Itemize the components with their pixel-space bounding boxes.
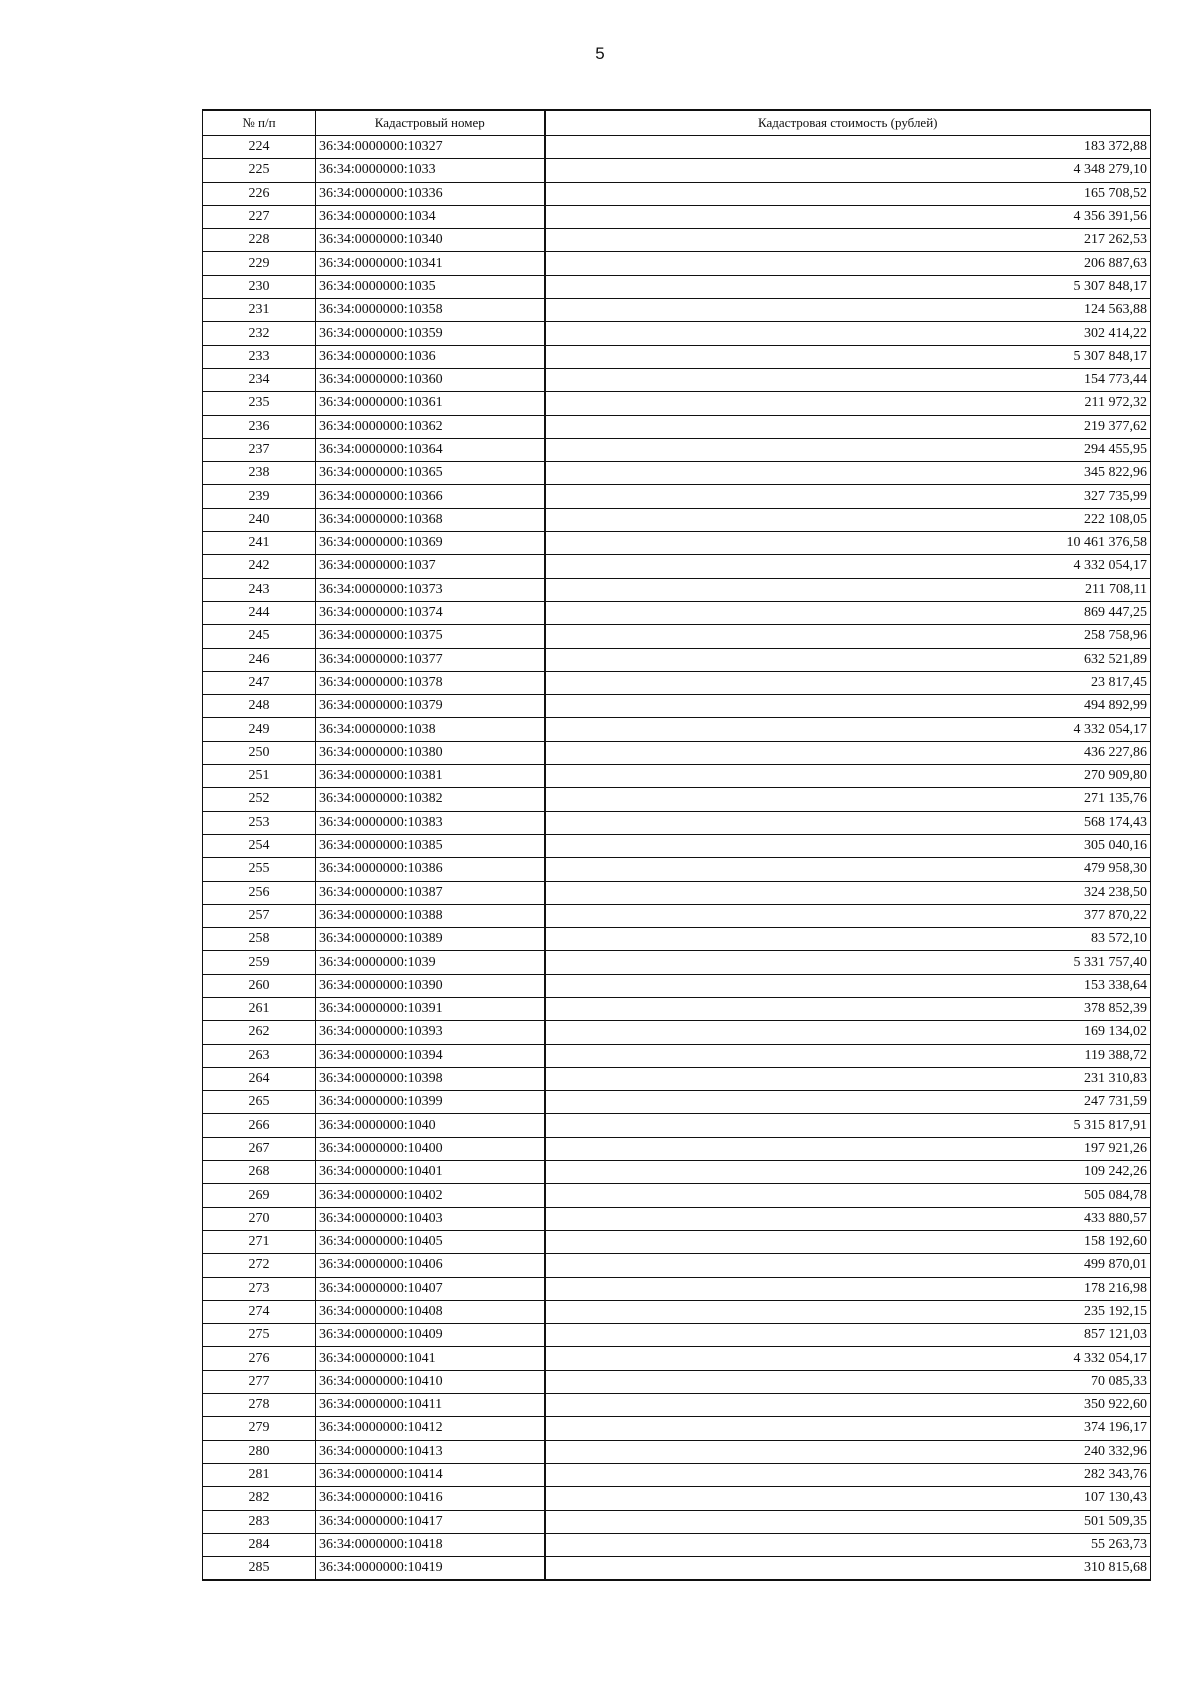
cadastral-number-cell: 36:34:0000000:10381 [316, 765, 545, 788]
cadastral-number-cell: 36:34:0000000:10414 [316, 1463, 545, 1486]
cadastral-number-cell: 36:34:0000000:10387 [316, 881, 545, 904]
cadastral-number-cell: 36:34:0000000:10411 [316, 1394, 545, 1417]
table-row [203, 1230, 1151, 1253]
row-number-cell: 267 [203, 1137, 316, 1160]
row-number-cell: 253 [203, 811, 316, 834]
cadastral-number-cell: 36:34:0000000:10358 [316, 299, 545, 322]
cadastral-number-cell: 36:34:0000000:10413 [316, 1440, 545, 1463]
row-number-cell: 246 [203, 648, 316, 671]
row-number-cell: 282 [203, 1487, 316, 1510]
cadastral-cost-cell: 211 708,11 [545, 578, 1151, 601]
row-number-cell: 283 [203, 1510, 316, 1533]
cadastral-cost-cell: 327 735,99 [545, 485, 1151, 508]
table-row [203, 1161, 1151, 1184]
row-number-cell: 278 [203, 1394, 316, 1417]
cadastral-number-cell: 36:34:0000000:1033 [316, 159, 545, 182]
cadastral-number-cell: 36:34:0000000:10362 [316, 415, 545, 438]
cadastral-number-cell: 36:34:0000000:10380 [316, 741, 545, 764]
cadastral-number-cell: 36:34:0000000:1039 [316, 951, 545, 974]
cadastral-number-cell: 36:34:0000000:10403 [316, 1207, 545, 1230]
cadastral-number-cell: 36:34:0000000:10390 [316, 974, 545, 997]
cadastral-cost-cell: 247 731,59 [545, 1091, 1151, 1114]
cadastral-cost-cell: 5 307 848,17 [545, 275, 1151, 298]
cadastral-cost-cell: 374 196,17 [545, 1417, 1151, 1440]
cadastral-cost-cell: 436 227,86 [545, 741, 1151, 764]
cadastral-number-cell: 36:34:0000000:10365 [316, 462, 545, 485]
table-row [203, 1463, 1151, 1486]
table-row [203, 182, 1151, 205]
cadastral-number-cell: 36:34:0000000:1035 [316, 275, 545, 298]
table-row [203, 904, 1151, 927]
cadastral-number-cell: 36:34:0000000:10369 [316, 532, 545, 555]
cadastral-cost-cell: 4 356 391,56 [545, 205, 1151, 228]
cadastral-cost-cell: 55 263,73 [545, 1533, 1151, 1556]
cadastral-cost-cell: 124 563,88 [545, 299, 1151, 322]
row-number-cell: 280 [203, 1440, 316, 1463]
table-row [203, 1044, 1151, 1067]
cadastral-number-cell: 36:34:0000000:10377 [316, 648, 545, 671]
cadastral-number-cell: 36:34:0000000:1041 [316, 1347, 545, 1370]
table-row [203, 951, 1151, 974]
row-number-cell: 285 [203, 1557, 316, 1581]
cadastral-cost-cell: 217 262,53 [545, 229, 1151, 252]
table-row [203, 1510, 1151, 1533]
cadastral-number-cell: 36:34:0000000:10360 [316, 368, 545, 391]
row-number-cell: 237 [203, 438, 316, 461]
table-row [203, 1300, 1151, 1323]
cadastral-number-cell: 36:34:0000000:10341 [316, 252, 545, 275]
cadastral-cost-cell: 499 870,01 [545, 1254, 1151, 1277]
row-number-cell: 272 [203, 1254, 316, 1277]
cadastral-number-cell: 36:34:0000000:10391 [316, 997, 545, 1020]
row-number-cell: 252 [203, 788, 316, 811]
table-row [203, 1137, 1151, 1160]
table-row [203, 415, 1151, 438]
cadastral-cost-cell: 501 509,35 [545, 1510, 1151, 1533]
cadastral-number-cell: 36:34:0000000:10378 [316, 671, 545, 694]
table-row [203, 1184, 1151, 1207]
row-number-cell: 276 [203, 1347, 316, 1370]
row-number-cell: 233 [203, 345, 316, 368]
cadastral-cost-cell: 222 108,05 [545, 508, 1151, 531]
row-number-cell: 257 [203, 904, 316, 927]
cadastral-cost-cell: 70 085,33 [545, 1370, 1151, 1393]
cadastral-cost-cell: 23 817,45 [545, 671, 1151, 694]
table-row [203, 1324, 1151, 1347]
cadastral-number-cell: 36:34:0000000:10364 [316, 438, 545, 461]
table-row [203, 741, 1151, 764]
table-header-row [203, 110, 1151, 136]
table-row [203, 275, 1151, 298]
cadastral-number-cell: 36:34:0000000:10407 [316, 1277, 545, 1300]
table-row [203, 508, 1151, 531]
page-number: 5 [595, 44, 605, 63]
cadastral-number-cell: 36:34:0000000:10406 [316, 1254, 545, 1277]
cadastral-cost-cell: 271 135,76 [545, 788, 1151, 811]
cadastral-cost-cell: 83 572,10 [545, 928, 1151, 951]
row-number-cell: 263 [203, 1044, 316, 1067]
cadastral-cost-cell: 206 887,63 [545, 252, 1151, 275]
row-number-cell: 234 [203, 368, 316, 391]
row-number-cell: 225 [203, 159, 316, 182]
table-row [203, 1370, 1151, 1393]
cadastral-number-cell: 36:34:0000000:10401 [316, 1161, 545, 1184]
row-number-cell: 245 [203, 625, 316, 648]
table-row [203, 858, 1151, 881]
table-row [203, 159, 1151, 182]
cadastral-number-cell: 36:34:0000000:10383 [316, 811, 545, 834]
table-row [203, 392, 1151, 415]
header-cadastral-number: Кадастровый номер [316, 110, 545, 136]
row-number-cell: 226 [203, 182, 316, 205]
table-row [203, 1114, 1151, 1137]
table-row [203, 974, 1151, 997]
cadastral-cost-cell: 294 455,95 [545, 438, 1151, 461]
cadastral-number-cell: 36:34:0000000:10398 [316, 1067, 545, 1090]
cadastral-number-cell: 36:34:0000000:10386 [316, 858, 545, 881]
table-row [203, 834, 1151, 857]
cadastral-number-cell: 36:34:0000000:10373 [316, 578, 545, 601]
cadastral-number-cell: 36:34:0000000:1037 [316, 555, 545, 578]
cadastral-number-cell: 36:34:0000000:10418 [316, 1533, 545, 1556]
table-row [203, 648, 1151, 671]
cadastral-cost-cell: 377 870,22 [545, 904, 1151, 927]
row-number-cell: 260 [203, 974, 316, 997]
row-number-cell: 236 [203, 415, 316, 438]
cadastral-number-cell: 36:34:0000000:10408 [316, 1300, 545, 1323]
row-number-cell: 224 [203, 136, 316, 159]
row-number-cell: 227 [203, 205, 316, 228]
row-number-cell: 232 [203, 322, 316, 345]
cadastral-number-cell: 36:34:0000000:10327 [316, 136, 545, 159]
row-number-cell: 248 [203, 695, 316, 718]
table-row [203, 788, 1151, 811]
cadastral-number-cell: 36:34:0000000:10394 [316, 1044, 545, 1067]
row-number-cell: 270 [203, 1207, 316, 1230]
cadastral-number-cell: 36:34:0000000:10409 [316, 1324, 545, 1347]
cadastral-cost-cell: 494 892,99 [545, 695, 1151, 718]
table-row [203, 229, 1151, 252]
cadastral-number-cell: 36:34:0000000:10388 [316, 904, 545, 927]
table-row [203, 299, 1151, 322]
row-number-cell: 271 [203, 1230, 316, 1253]
cadastral-cost-cell: 231 310,83 [545, 1067, 1151, 1090]
row-number-cell: 238 [203, 462, 316, 485]
cadastral-number-cell: 36:34:0000000:10400 [316, 1137, 545, 1160]
row-number-cell: 228 [203, 229, 316, 252]
cadastral-cost-cell: 154 773,44 [545, 368, 1151, 391]
cadastral-cost-cell: 5 315 817,91 [545, 1114, 1151, 1137]
table-row [203, 928, 1151, 951]
table-row [203, 578, 1151, 601]
cadastral-cost-cell: 158 192,60 [545, 1230, 1151, 1253]
row-number-cell: 240 [203, 508, 316, 531]
cadastral-number-cell: 36:34:0000000:10374 [316, 601, 545, 624]
table-row [203, 1487, 1151, 1510]
cadastral-cost-cell: 5 331 757,40 [545, 951, 1151, 974]
cadastral-cost-cell: 345 822,96 [545, 462, 1151, 485]
table-row [203, 1207, 1151, 1230]
cadastral-number-cell: 36:34:0000000:1040 [316, 1114, 545, 1137]
cadastral-cost-cell: 302 414,22 [545, 322, 1151, 345]
row-number-cell: 255 [203, 858, 316, 881]
table-row [203, 881, 1151, 904]
cadastral-number-cell: 36:34:0000000:10393 [316, 1021, 545, 1044]
cadastral-cost-cell: 350 922,60 [545, 1394, 1151, 1417]
row-number-cell: 266 [203, 1114, 316, 1137]
table-row [203, 1254, 1151, 1277]
table-row [203, 695, 1151, 718]
row-number-cell: 277 [203, 1370, 316, 1393]
cadastral-cost-cell: 119 388,72 [545, 1044, 1151, 1067]
cadastral-cost-cell: 240 332,96 [545, 1440, 1151, 1463]
cadastral-number-cell: 36:34:0000000:10382 [316, 788, 545, 811]
table-row [203, 1557, 1151, 1581]
cadastral-number-cell: 36:34:0000000:1036 [316, 345, 545, 368]
cadastral-cost-cell: 107 130,43 [545, 1487, 1151, 1510]
table-row [203, 252, 1151, 275]
table-row [203, 345, 1151, 368]
cadastral-cost-cell: 869 447,25 [545, 601, 1151, 624]
cadastral-cost-cell: 479 958,30 [545, 858, 1151, 881]
cadastral-cost-cell: 857 121,03 [545, 1324, 1151, 1347]
table-row [203, 438, 1151, 461]
table-row [203, 811, 1151, 834]
header-cadastral-cost: Кадастровая стоимость (рублей) [545, 110, 1151, 136]
table-row [203, 765, 1151, 788]
cadastral-number-cell: 36:34:0000000:10385 [316, 834, 545, 857]
row-number-cell: 244 [203, 601, 316, 624]
cadastral-number-cell: 36:34:0000000:10375 [316, 625, 545, 648]
cadastral-cost-cell: 505 084,78 [545, 1184, 1151, 1207]
cadastral-number-cell: 36:34:0000000:10359 [316, 322, 545, 345]
table-row [203, 136, 1151, 159]
cadastral-number-cell: 36:34:0000000:10368 [316, 508, 545, 531]
row-number-cell: 243 [203, 578, 316, 601]
row-number-cell: 258 [203, 928, 316, 951]
table-row [203, 1417, 1151, 1440]
row-number-cell: 247 [203, 671, 316, 694]
cadastral-cost-cell: 219 377,62 [545, 415, 1151, 438]
cadastral-number-cell: 36:34:0000000:10336 [316, 182, 545, 205]
row-number-cell: 268 [203, 1161, 316, 1184]
row-number-cell: 265 [203, 1091, 316, 1114]
table-row [203, 997, 1151, 1020]
table-row [203, 555, 1151, 578]
cadastral-cost-cell: 178 216,98 [545, 1277, 1151, 1300]
cadastral-number-cell: 36:34:0000000:10412 [316, 1417, 545, 1440]
cadastral-cost-cell: 378 852,39 [545, 997, 1151, 1020]
cadastral-cost-cell: 211 972,32 [545, 392, 1151, 415]
cadastral-cost-cell: 197 921,26 [545, 1137, 1151, 1160]
table-row [203, 532, 1151, 555]
row-number-cell: 235 [203, 392, 316, 415]
cadastral-number-cell: 36:34:0000000:10399 [316, 1091, 545, 1114]
row-number-cell: 250 [203, 741, 316, 764]
cadastral-cost-cell: 282 343,76 [545, 1463, 1151, 1486]
row-number-cell: 229 [203, 252, 316, 275]
table-row [203, 1067, 1151, 1090]
row-number-cell: 259 [203, 951, 316, 974]
cadastral-number-cell: 36:34:0000000:10389 [316, 928, 545, 951]
table-row [203, 625, 1151, 648]
cadastral-number-cell: 36:34:0000000:10379 [316, 695, 545, 718]
table-row [203, 1277, 1151, 1300]
table-row [203, 1533, 1151, 1556]
table-row [203, 1347, 1151, 1370]
cadastral-cost-cell: 258 758,96 [545, 625, 1151, 648]
cadastral-cost-cell: 4 348 279,10 [545, 159, 1151, 182]
cadastral-number-cell: 36:34:0000000:10402 [316, 1184, 545, 1207]
row-number-cell: 274 [203, 1300, 316, 1323]
row-number-cell: 261 [203, 997, 316, 1020]
cadastral-cost-cell: 183 372,88 [545, 136, 1151, 159]
row-number-cell: 256 [203, 881, 316, 904]
table-row [203, 1091, 1151, 1114]
cadastral-cost-cell: 169 134,02 [545, 1021, 1151, 1044]
row-number-cell: 279 [203, 1417, 316, 1440]
table-row [203, 368, 1151, 391]
table-row [203, 485, 1151, 508]
cadastral-cost-cell: 153 338,64 [545, 974, 1151, 997]
cadastral-cost-cell: 310 815,68 [545, 1557, 1151, 1581]
cadastral-number-cell: 36:34:0000000:10405 [316, 1230, 545, 1253]
cadastral-number-cell: 36:34:0000000:1034 [316, 205, 545, 228]
row-number-cell: 231 [203, 299, 316, 322]
cadastral-cost-cell: 433 880,57 [545, 1207, 1151, 1230]
row-number-cell: 230 [203, 275, 316, 298]
cadastral-number-cell: 36:34:0000000:10416 [316, 1487, 545, 1510]
table-body [203, 136, 1151, 1581]
row-number-cell: 269 [203, 1184, 316, 1207]
cadastral-number-cell: 36:34:0000000:10419 [316, 1557, 545, 1581]
row-number-cell: 262 [203, 1021, 316, 1044]
row-number-cell: 239 [203, 485, 316, 508]
table-row [203, 671, 1151, 694]
cadastral-cost-cell: 235 192,15 [545, 1300, 1151, 1323]
table-row [203, 1021, 1151, 1044]
cadastral-cost-cell: 165 708,52 [545, 182, 1151, 205]
cadastral-cost-cell: 568 174,43 [545, 811, 1151, 834]
cadastral-number-cell: 36:34:0000000:10417 [316, 1510, 545, 1533]
row-number-cell: 275 [203, 1324, 316, 1347]
row-number-cell: 264 [203, 1067, 316, 1090]
cadastral-number-cell: 36:34:0000000:10410 [316, 1370, 545, 1393]
cadastral-cost-cell: 5 307 848,17 [545, 345, 1151, 368]
table-row [203, 1394, 1151, 1417]
cadastral-cost-cell: 324 238,50 [545, 881, 1151, 904]
cadastral-number-cell: 36:34:0000000:1038 [316, 718, 545, 741]
cadastral-cost-cell: 4 332 054,17 [545, 1347, 1151, 1370]
cadastral-cost-cell: 632 521,89 [545, 648, 1151, 671]
row-number-cell: 242 [203, 555, 316, 578]
cadastral-cost-cell: 109 242,26 [545, 1161, 1151, 1184]
cadastral-cost-cell: 10 461 376,58 [545, 532, 1151, 555]
row-number-cell: 281 [203, 1463, 316, 1486]
table-row [203, 462, 1151, 485]
row-number-cell: 254 [203, 834, 316, 857]
cadastral-value-table [202, 109, 1151, 1581]
row-number-cell: 273 [203, 1277, 316, 1300]
cadastral-cost-cell: 270 909,80 [545, 765, 1151, 788]
row-number-cell: 249 [203, 718, 316, 741]
row-number-cell: 251 [203, 765, 316, 788]
cadastral-cost-cell: 4 332 054,17 [545, 718, 1151, 741]
cadastral-cost-cell: 305 040,16 [545, 834, 1151, 857]
table-row [203, 1440, 1151, 1463]
table-row [203, 322, 1151, 345]
row-number-cell: 241 [203, 532, 316, 555]
table-row [203, 205, 1151, 228]
table-row [203, 718, 1151, 741]
cadastral-cost-cell: 4 332 054,17 [545, 555, 1151, 578]
row-number-cell: 284 [203, 1533, 316, 1556]
table-row [203, 601, 1151, 624]
cadastral-number-cell: 36:34:0000000:10340 [316, 229, 545, 252]
header-row-number: № п/п [203, 110, 316, 136]
cadastral-number-cell: 36:34:0000000:10366 [316, 485, 545, 508]
cadastral-number-cell: 36:34:0000000:10361 [316, 392, 545, 415]
